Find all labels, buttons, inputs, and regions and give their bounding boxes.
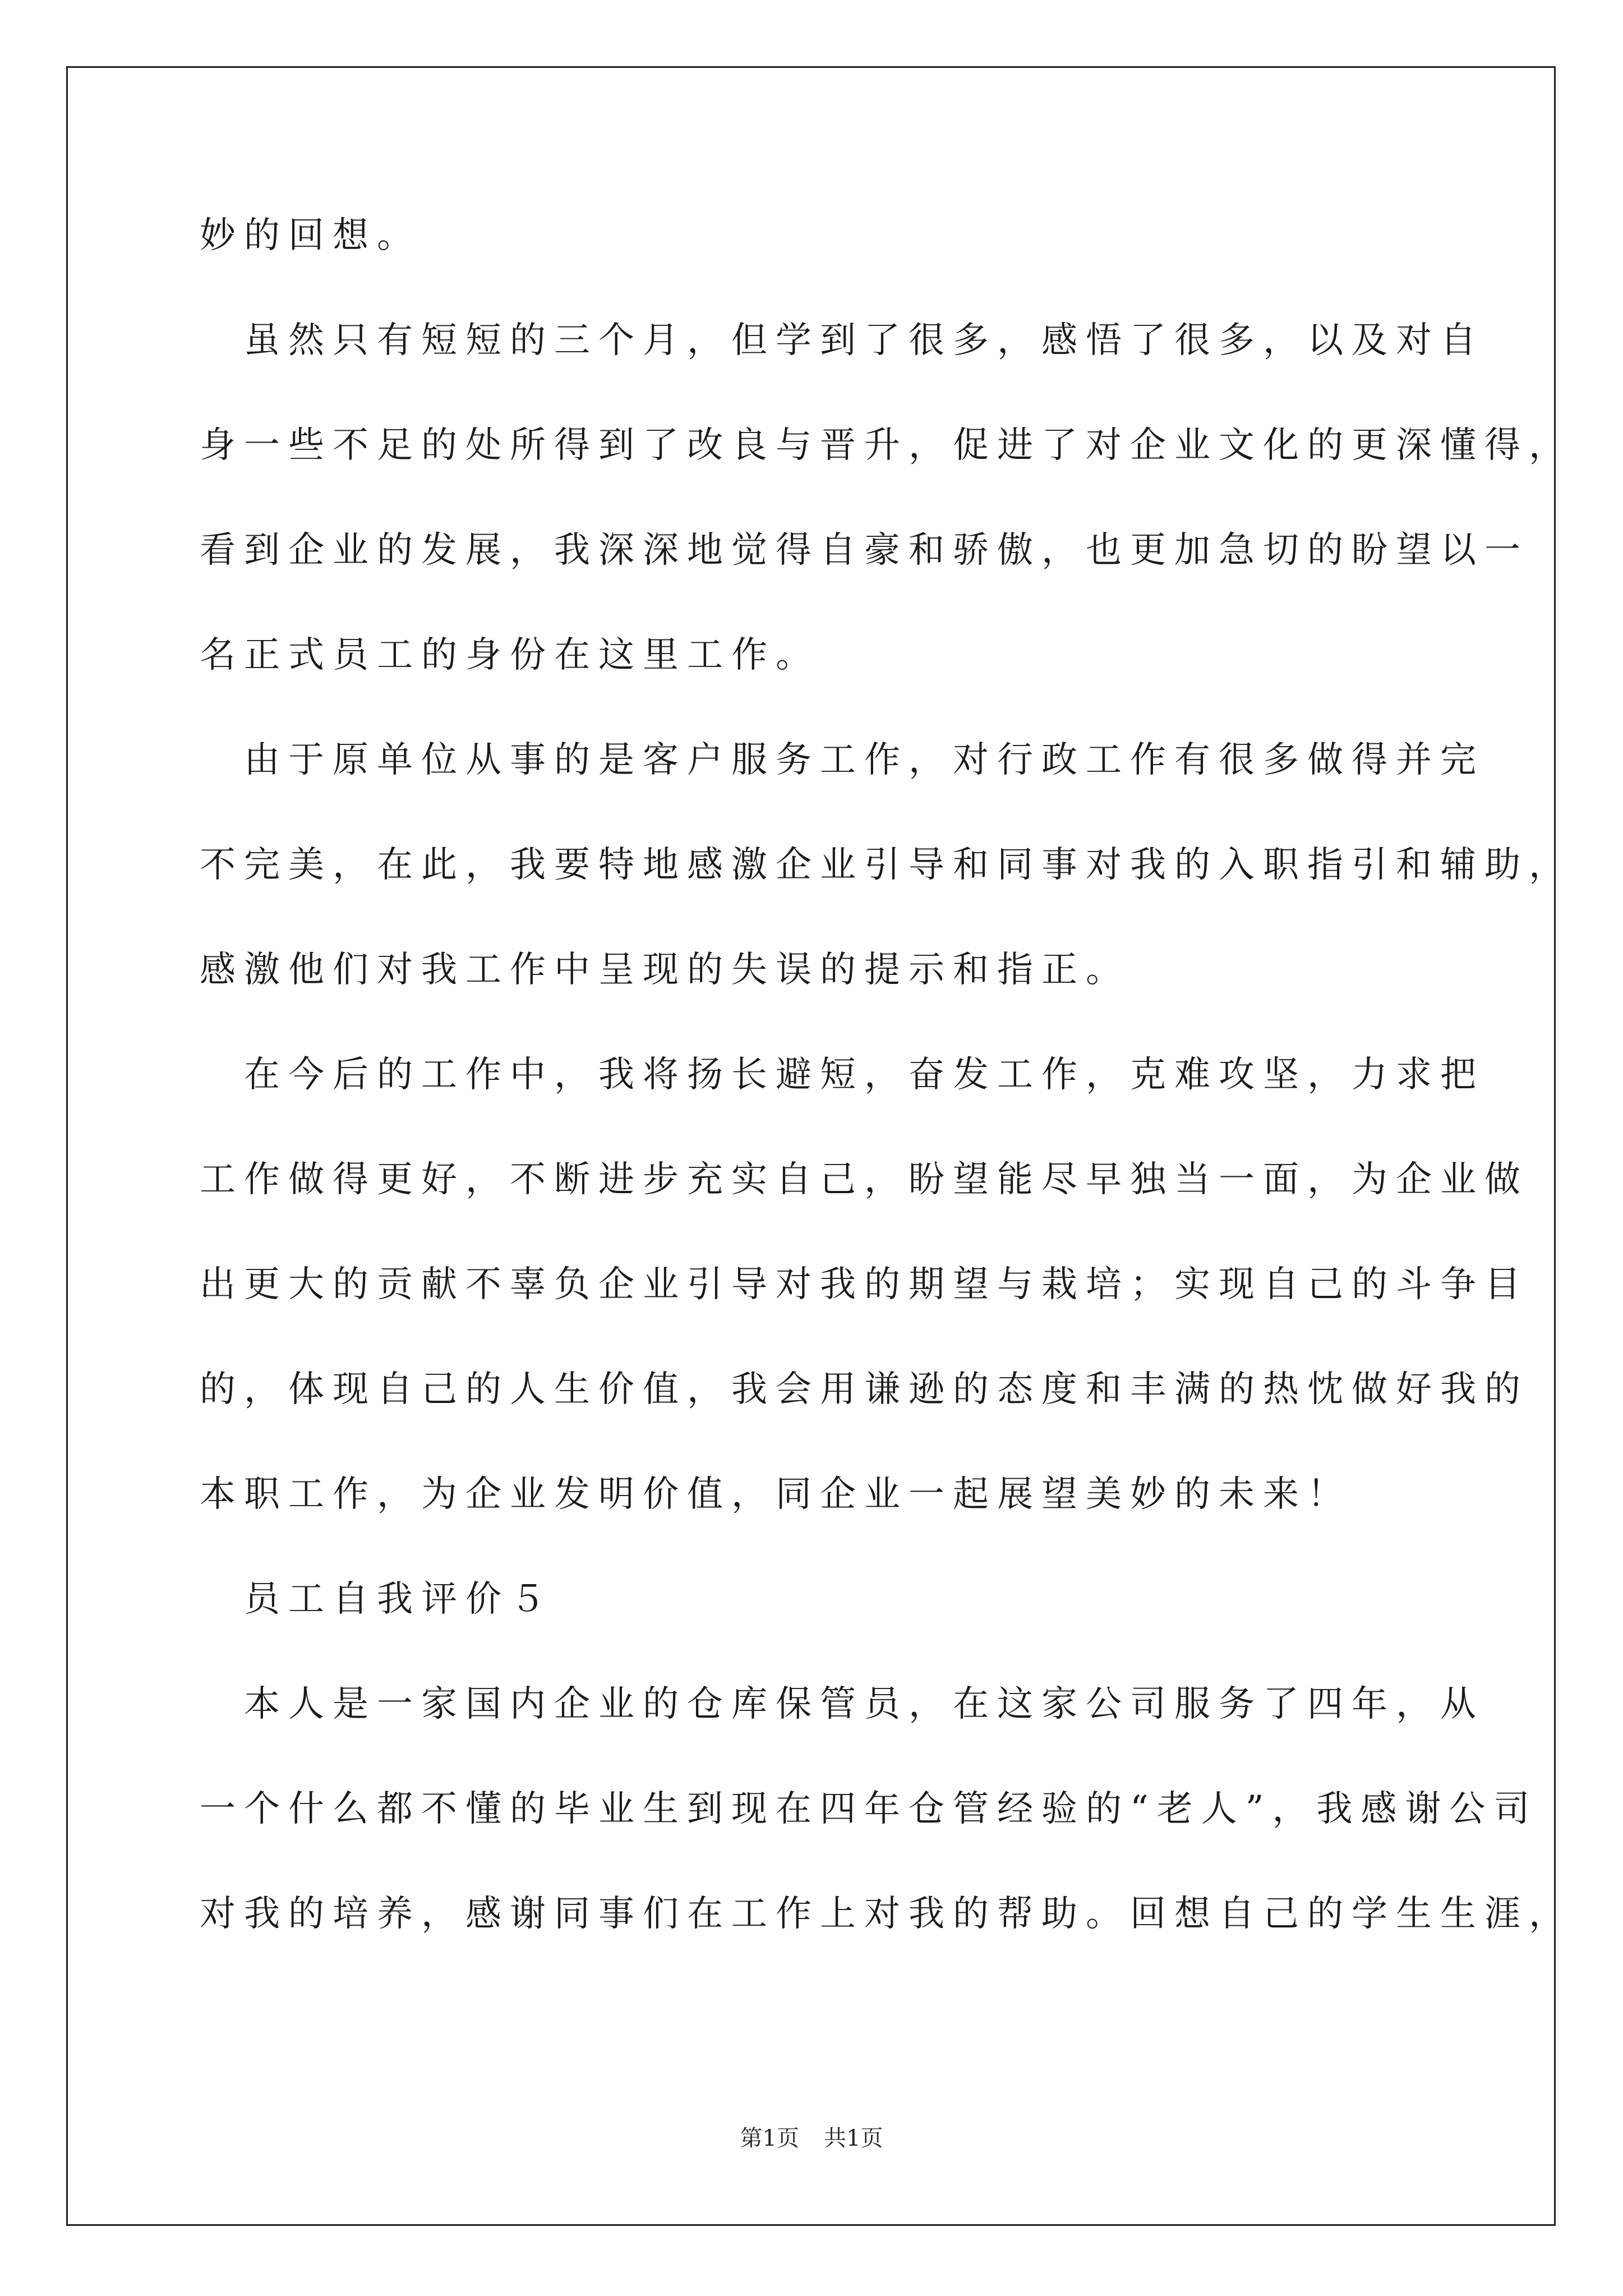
text-line: 名正式员工的身份在这里工作。 [200, 634, 820, 676]
text-line: 身一些不足的处所得到了改良与晋升，促进了对企业文化的更深懂得， [200, 425, 1573, 466]
text-line: 一个什么都不懂的毕业生到现在四年仓管经验的“老人”，我感谢公司 [200, 1788, 1538, 1830]
text-line: 工作做得更好，不断进步充实自己，盼望能尽早独当一面，为企业做 [200, 1159, 1529, 1200]
text-line: 由于原单位从事的是客户服务工作，对行政工作有很多做得并完 [200, 739, 1484, 781]
page-total: 共1页 [824, 2125, 883, 2151]
section-heading: 员工自我评价５ [200, 1579, 554, 1620]
text-line: 本人是一家国内企业的仓库保管员，在这家公司服务了四年，从 [200, 1683, 1484, 1725]
text-line: 看到企业的发展，我深深地觉得自豪和骄傲，也更加急切的盼望以一 [200, 530, 1529, 571]
text-line: 的，体现自己的人生价值，我会用谦逊的态度和丰满的热忱做好我的 [200, 1369, 1529, 1410]
text-line: 在今后的工作中，我将扬长避短，奋发工作，克难攻坚，力求把 [200, 1054, 1484, 1096]
text-line: 不完美，在此，我要特地感激企业引导和同事对我的入职指引和辅助， [200, 844, 1573, 886]
page-footer [0, 2125, 1623, 2152]
text-line: 本职工作，为企业发明价值，同企业一起展望美妙的未来！ [200, 1474, 1352, 1515]
text-line: 对我的培养，感谢同事们在工作上对我的帮助。回想自己的学生生涯， [200, 1893, 1573, 1935]
text-line: 虽然只有短短的三个月，但学到了很多，感悟了很多，以及对自 [200, 320, 1484, 361]
page-number: 第1页 [740, 2125, 799, 2151]
text-line: 妙的回想。 [200, 215, 421, 256]
text-line: 感激他们对我工作中呈现的失误的提示和指正。 [200, 949, 1130, 991]
text-line: 出更大的贡献不辜负企业引导对我的期望与栽培；实现自己的斗争目 [200, 1264, 1529, 1305]
